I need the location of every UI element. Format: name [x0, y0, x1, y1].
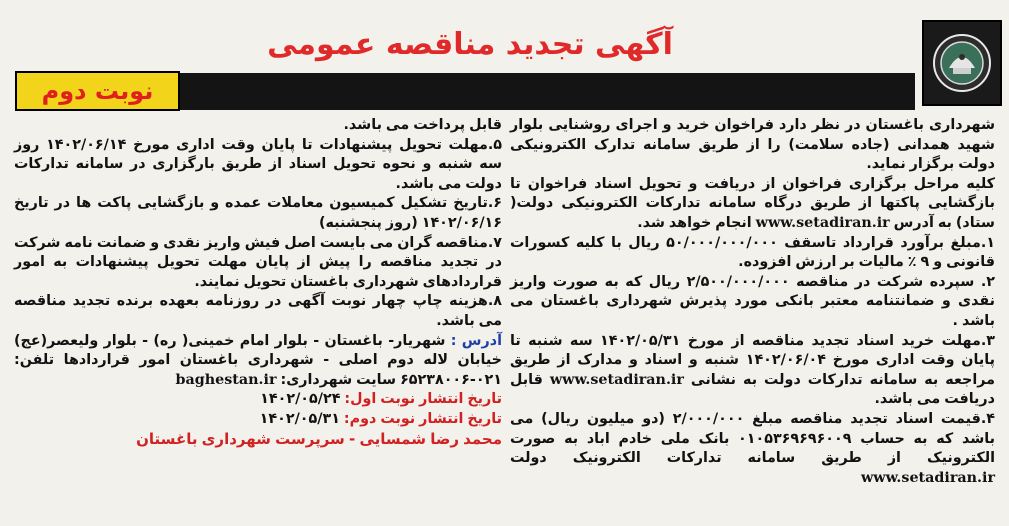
municipality-logo-icon	[922, 20, 1002, 106]
item-4-continuation: قابل پرداخت می باشد.	[343, 117, 502, 133]
item-6: ۶.تاریخ تشکیل کمیسیون معاملات عمده و بازگشایی پاکت ها در تاریخ ۱۴۰۲/۰۶/۱۶ (روز پنجشنبه)	[14, 195, 502, 231]
signature: محمد رضا شمسایی - سرپرست شهرداری باغستان	[136, 429, 502, 448]
publish-first	[14, 390, 502, 410]
intro-paragraph: شهرداری باغستان در نظر دارد فراخوان خرید و اجرای روشنایی بلوار شهید همدانی (جاده سلامت) را از طریق سامانه تدارک الکترونیکی دولت برگزار نماید.	[510, 117, 995, 173]
publish-second-label: تاریخ انتشار نوبت دوم:	[343, 410, 502, 427]
publish-first-date: ۱۴۰۲/۰۵/۲۴	[260, 391, 341, 408]
process-text-end: انجام خواهد شد.	[637, 214, 752, 231]
publish-first-label: تاریخ انتشار نوبت اول:	[344, 391, 502, 408]
address	[14, 332, 502, 391]
publish-second-date: ۱۴۰۲/۰۵/۳۱	[259, 410, 340, 427]
item-8: ۸.هزینه چاپ چهار نوبت آگهی در روزنامه بعهده برنده تجدید مناقصه می باشد.	[14, 293, 502, 329]
item-2: ۲. سپرده شرکت در مناقصه ۲/۵۰۰/۰۰۰/۰۰۰ ریال که به صورت واریز نقدی و ضمانتنامه معتبر بانکی مورد پذیرش شهرداری باغستان می باشد .	[510, 273, 995, 329]
emblem-icon	[931, 32, 993, 94]
item-3-link[interactable]: www.setadiran.ir	[549, 371, 684, 388]
item-4-link[interactable]: www.setadiran.ir	[860, 469, 995, 486]
item-1: ۱.مبلغ برآورد قرارداد تاسقف ۵۰/۰۰۰/۰۰۰/۰۰۰ ریال با کلیه کسورات قانونی و ۹ ٪ مالیات بر ارزش افزوده.	[510, 234, 995, 271]
address-label: آدرس :	[450, 332, 502, 349]
item-5: ۵.مهلت تحویل پیشنهادات تا پایان وقت اداری مورخ ۱۴۰۲/۰۶/۱۴ روز سه شنبه و نحوه تحویل اسناد از طریق بارگزاری در سامانه تدارکات دولت می باشد.	[14, 136, 502, 192]
item-3-text-end: قابل دریافت می باشد.	[510, 371, 995, 408]
publish-second	[14, 410, 502, 430]
item-3	[510, 332, 995, 410]
item-7: ۷.مناقصه گران می بایست اصل فیش واریز نقدی و ضمانت نامه شرکت در تجدید مناقصه را پیش از پایان مهلت تحویل پیشنهادات به امور قراردادهای شهرداری باغستان تحویل نمایند.	[14, 234, 502, 290]
address-text: شهریار- باغستان - بلوار امام خمینی( ره) - بلوار ولیعصر(عج) خیابان لاله دوم اصلی - شهرداری باغستان امور قراردادها تلفن: ۰۲۱-۶۵۲۳۸۰۰۶ سایت شهرداری:	[14, 332, 502, 388]
right-column	[510, 116, 995, 488]
notice-title: آگهی تجدید مناقصه عمومی	[267, 27, 673, 62]
round-badge: نوبت دوم	[15, 71, 180, 111]
item-4-text: ۴.قیمت اسناد تجدید مناقصه مبلغ ۲/۰۰۰/۰۰۰ (دو میلیون ریال) می باشد که به حساب ۰۱۰۵۳۶۹۶۹۶۰۰۹ بانک ملی خادم اباد به صورت الکترونیک از طریق سامانه تدارکات الکترونیک دولت	[510, 410, 996, 467]
left-column	[14, 116, 502, 449]
site-link[interactable]: baghestan.ir	[175, 371, 277, 388]
setadiran-link[interactable]: www.setadiran.ir	[755, 214, 890, 231]
process-text: کلیه مراحل برگزاری فراخوان از دریافت و تحویل اسناد فراخوان تا بازگشایی پاکتها از طریق درگاه سامانه تدارکات الکترونیکی دولت( ستاد) به آدرس	[510, 175, 995, 231]
process-paragraph	[510, 175, 995, 234]
item-3-text: ۳.مهلت خرید اسناد تجدید مناقصه از مورخ ۱۴۰۲/۰۵/۳۱ سه شنبه تا پایان وقت اداری مورخ ۱۴۰۲/۰۶/۰۴ شنبه و اسناد و مدارک از طریق مراجعه به سامانه تدارکات دولت به نشانی	[510, 332, 995, 388]
item-4	[510, 410, 995, 488]
